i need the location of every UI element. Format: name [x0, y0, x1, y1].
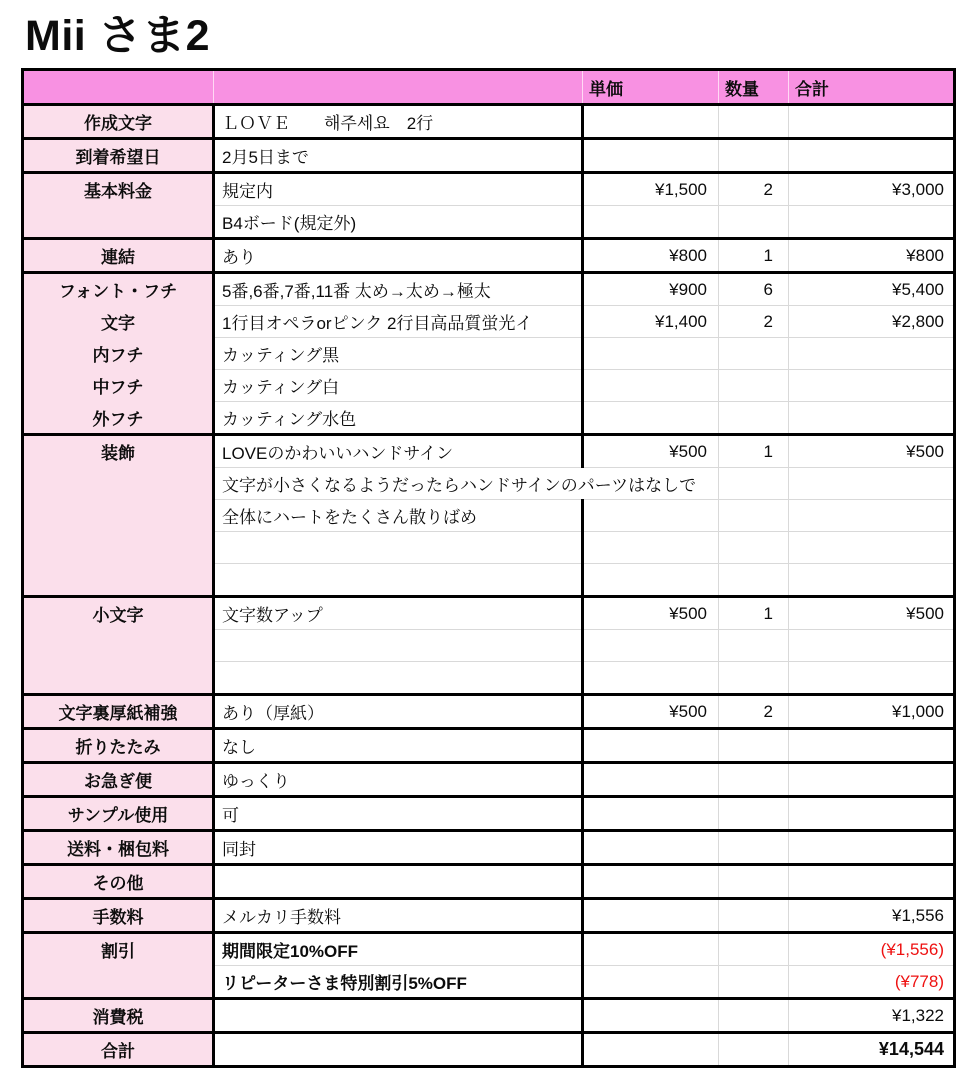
unit-price-cell: [583, 206, 719, 239]
header-row: [23, 70, 955, 105]
quantity-cell: [719, 370, 789, 402]
total-cell: ¥500: [789, 435, 955, 468]
col-header-total: 合計: [789, 70, 955, 105]
row-content-cell: 全体にハートをたくさん散りばめ: [214, 500, 583, 532]
table-row: [23, 370, 955, 402]
row-label-cell: 外フチ: [23, 402, 214, 435]
total-cell: [789, 139, 955, 173]
quantity-cell: [719, 729, 789, 763]
row-content-cell: 規定内: [214, 173, 583, 206]
row-label-cell: 手数料: [23, 899, 214, 933]
table-row: [23, 763, 955, 797]
row-content-cell: B4ボード(規定外): [214, 206, 583, 239]
table-row: [23, 468, 955, 500]
unit-price-cell: [583, 532, 719, 564]
table-row: [23, 999, 955, 1033]
quantity-cell: [719, 831, 789, 865]
unit-price-cell: [583, 763, 719, 797]
row-label-cell: 折りたたみ: [23, 729, 214, 763]
col-header-quantity: 数量: [719, 70, 789, 105]
invoice-table: [21, 68, 956, 1068]
total-cell: [789, 865, 955, 899]
unit-price-cell: [583, 500, 719, 532]
row-label-cell: 作成文字: [23, 105, 214, 139]
row-content-cell: ＬＯＶＥ 해주세요 2行: [214, 105, 583, 139]
quantity-cell: [719, 139, 789, 173]
row-label-cell: 合計: [23, 1033, 214, 1067]
row-label-cell: [23, 532, 214, 564]
row-content-cell: 文字が小さくなるようだったらハンドサインのパーツはなしで: [214, 468, 719, 500]
total-cell: [789, 831, 955, 865]
row-label-cell: 到着希望日: [23, 139, 214, 173]
total-cell: [789, 729, 955, 763]
unit-price-cell: ¥500: [583, 435, 719, 468]
total-cell: [789, 402, 955, 435]
table-row: [23, 797, 955, 831]
row-label-cell: 消費税: [23, 999, 214, 1033]
total-cell: ¥14,544: [789, 1033, 955, 1067]
unit-price-cell: [583, 105, 719, 139]
total-cell: [789, 338, 955, 370]
unit-price-cell: ¥500: [583, 695, 719, 729]
quantity-cell: [719, 468, 789, 500]
unit-price-cell: [583, 402, 719, 435]
row-label-cell: [23, 564, 214, 597]
table-row: [23, 338, 955, 370]
row-content-cell: [214, 532, 583, 564]
total-cell: [789, 500, 955, 532]
quantity-cell: 1: [719, 239, 789, 273]
quantity-cell: [719, 105, 789, 139]
table-row: [23, 729, 955, 763]
row-content-cell: 2月5日まで: [214, 139, 583, 173]
table-row: [23, 695, 955, 729]
quantity-cell: [719, 933, 789, 966]
unit-price-cell: [583, 662, 719, 695]
row-label-cell: 文字: [23, 306, 214, 338]
total-cell: [789, 532, 955, 564]
quantity-cell: 2: [719, 306, 789, 338]
total-cell: [789, 206, 955, 239]
table-row: [23, 865, 955, 899]
table-row: [23, 899, 955, 933]
row-label-cell: 文字裏厚紙補強: [23, 695, 214, 729]
row-content-cell: あり（厚紙）: [214, 695, 583, 729]
row-content-cell: [214, 999, 583, 1033]
total-cell: (¥1,556): [789, 933, 955, 966]
unit-price-cell: [583, 370, 719, 402]
total-cell: ¥1,322: [789, 999, 955, 1033]
unit-price-cell: [583, 831, 719, 865]
row-content-cell: [214, 564, 583, 597]
row-content-cell: 期間限定10%OFF: [214, 933, 583, 966]
unit-price-cell: ¥1,500: [583, 173, 719, 206]
unit-price-cell: [583, 933, 719, 966]
unit-price-cell: ¥1,400: [583, 306, 719, 338]
quantity-cell: [719, 797, 789, 831]
unit-price-cell: ¥500: [583, 597, 719, 630]
row-content-cell: カッティング黒: [214, 338, 583, 370]
table-row: [23, 1033, 955, 1067]
row-label-cell: 小文字: [23, 597, 214, 630]
unit-price-cell: [583, 630, 719, 662]
quantity-cell: 2: [719, 695, 789, 729]
unit-price-cell: [583, 564, 719, 597]
table-row: [23, 933, 955, 966]
row-content-cell: 同封: [214, 831, 583, 865]
unit-price-cell: [583, 999, 719, 1033]
page-title: Mii さま2: [25, 12, 211, 60]
table-row: [23, 306, 955, 338]
quantity-cell: [719, 338, 789, 370]
unit-price-cell: [583, 865, 719, 899]
table-row: [23, 630, 955, 662]
row-content-cell: 文字数アップ: [214, 597, 583, 630]
quantity-cell: 6: [719, 273, 789, 306]
quantity-cell: [719, 865, 789, 899]
total-cell: [789, 662, 955, 695]
row-label-cell: 送料・梱包料: [23, 831, 214, 865]
table-row: [23, 597, 955, 630]
row-label-cell: 中フチ: [23, 370, 214, 402]
table-row: [23, 532, 955, 564]
unit-price-cell: [583, 729, 719, 763]
quantity-cell: [719, 662, 789, 695]
row-content-cell: [214, 630, 583, 662]
header-label-cell: [23, 70, 214, 105]
total-cell: [789, 468, 955, 500]
unit-price-cell: [583, 797, 719, 831]
row-label-cell: 基本料金: [23, 173, 214, 206]
total-cell: [789, 105, 955, 139]
total-cell: [789, 763, 955, 797]
unit-price-cell: [583, 1033, 719, 1067]
quantity-cell: [719, 899, 789, 933]
row-content-cell: 5番,6番,7番,11番 太め→太め→極太: [214, 273, 583, 306]
row-content-cell: 可: [214, 797, 583, 831]
table-row: [23, 273, 955, 306]
unit-price-cell: ¥900: [583, 273, 719, 306]
row-label-cell: [23, 966, 214, 999]
total-cell: ¥3,000: [789, 173, 955, 206]
row-content-cell: あり: [214, 239, 583, 273]
row-content-cell: LOVEのかわいいハンドサイン: [214, 435, 583, 468]
row-content-cell: 1行目オペラorピンク 2行目高品質蛍光イ: [214, 306, 583, 338]
total-cell: ¥5,400: [789, 273, 955, 306]
table-row: [23, 564, 955, 597]
row-content-cell: カッティング白: [214, 370, 583, 402]
row-label-cell: その他: [23, 865, 214, 899]
row-label-cell: 内フチ: [23, 338, 214, 370]
table-row: [23, 500, 955, 532]
row-label-cell: サンプル使用: [23, 797, 214, 831]
row-label-cell: 装飾: [23, 435, 214, 468]
row-content-cell: [214, 865, 583, 899]
quantity-cell: [719, 1033, 789, 1067]
quantity-cell: 1: [719, 597, 789, 630]
table-row: [23, 105, 955, 139]
quantity-cell: [719, 564, 789, 597]
table-row: [23, 139, 955, 173]
quantity-cell: [719, 402, 789, 435]
table-row: [23, 966, 955, 999]
table-row: [23, 662, 955, 695]
unit-price-cell: [583, 966, 719, 999]
quantity-cell: [719, 966, 789, 999]
unit-price-cell: [583, 338, 719, 370]
row-content-cell: メルカリ手数料: [214, 899, 583, 933]
row-label-cell: [23, 468, 214, 500]
table-row: [23, 402, 955, 435]
total-cell: [789, 797, 955, 831]
table-row: [23, 239, 955, 273]
quantity-cell: 2: [719, 173, 789, 206]
row-content-cell: カッティング水色: [214, 402, 583, 435]
quantity-cell: [719, 999, 789, 1033]
table-row: [23, 435, 955, 468]
total-cell: ¥1,556: [789, 899, 955, 933]
total-cell: [789, 630, 955, 662]
quantity-cell: [719, 630, 789, 662]
row-label-cell: 割引: [23, 933, 214, 966]
quantity-cell: [719, 500, 789, 532]
quantity-cell: [719, 532, 789, 564]
row-label-cell: [23, 206, 214, 239]
unit-price-cell: [583, 139, 719, 173]
total-cell: [789, 370, 955, 402]
row-content-cell: なし: [214, 729, 583, 763]
total-cell: ¥2,800: [789, 306, 955, 338]
quantity-cell: 1: [719, 435, 789, 468]
row-content-cell: リピーターさま特別割引5%OFF: [214, 966, 583, 999]
row-label-cell: お急ぎ便: [23, 763, 214, 797]
table-row: [23, 831, 955, 865]
row-content-cell: [214, 662, 583, 695]
header-content-cell: [214, 70, 583, 105]
table-row: [23, 173, 955, 206]
total-cell: ¥1,000: [789, 695, 955, 729]
row-label-cell: 連結: [23, 239, 214, 273]
row-content-cell: [214, 1033, 583, 1067]
quantity-cell: [719, 206, 789, 239]
row-content-cell: ゆっくり: [214, 763, 583, 797]
total-cell: ¥500: [789, 597, 955, 630]
total-cell: (¥778): [789, 966, 955, 999]
row-label-cell: [23, 662, 214, 695]
unit-price-cell: [583, 899, 719, 933]
row-label-cell: フォント・フチ: [23, 273, 214, 306]
row-label-cell: [23, 630, 214, 662]
table-row: [23, 206, 955, 239]
total-cell: [789, 564, 955, 597]
row-label-cell: [23, 500, 214, 532]
unit-price-cell: ¥800: [583, 239, 719, 273]
col-header-unit-price: 単価: [583, 70, 719, 105]
total-cell: ¥800: [789, 239, 955, 273]
quantity-cell: [719, 763, 789, 797]
